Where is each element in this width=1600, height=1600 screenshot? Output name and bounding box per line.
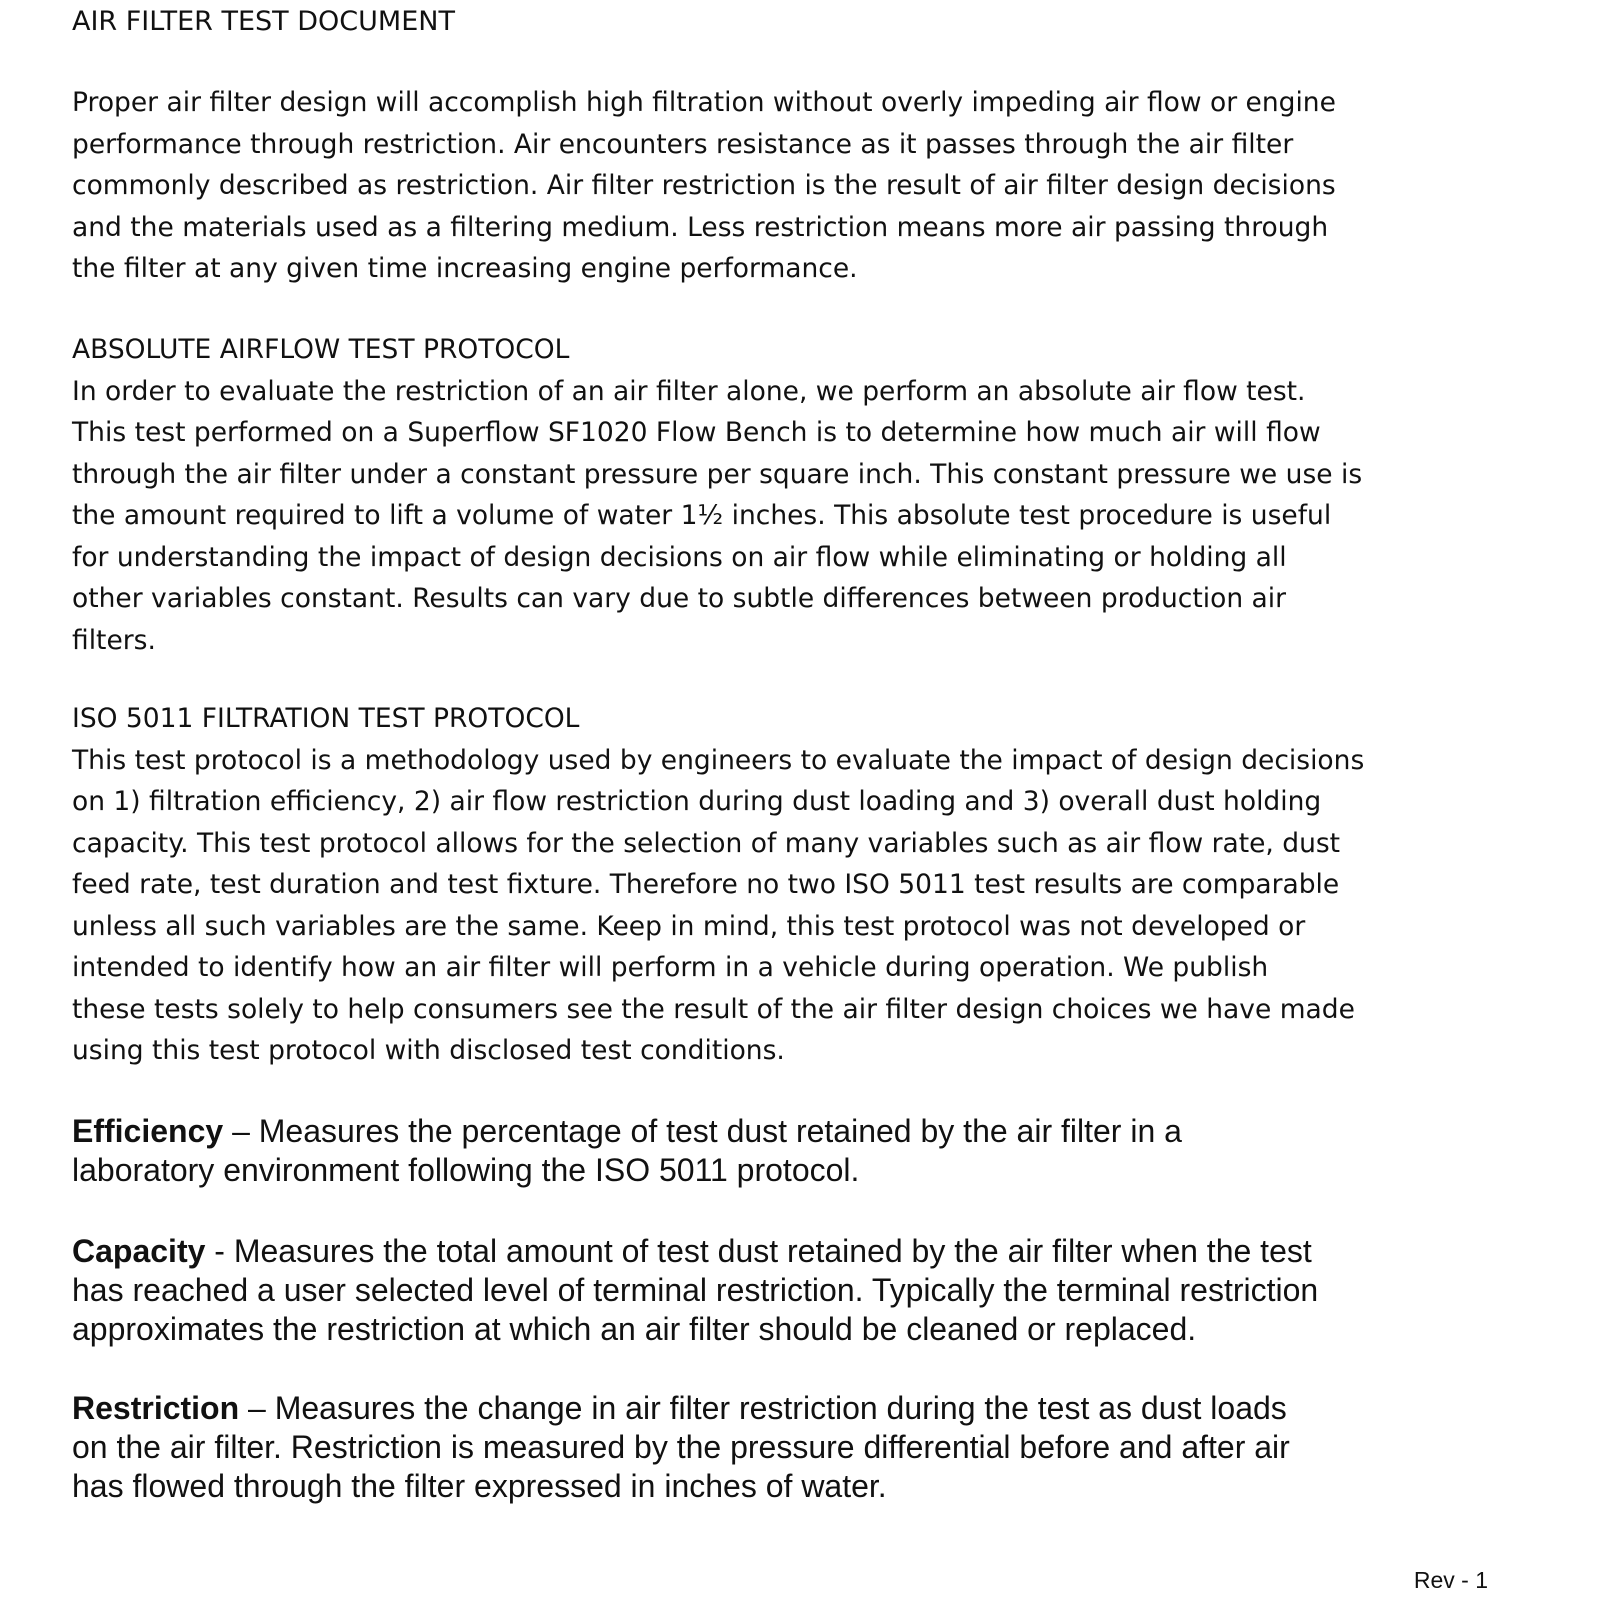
iso-5011-line: feed rate, test duration and test fixture. Therefore no two ISO 5011 test results are comparable bbox=[72, 869, 1340, 900]
capacity-text: approximates the restriction at which an air filter should be cleaned or replaced. bbox=[72, 1311, 1197, 1347]
iso-5011-line: This test protocol is a methodology used by engineers to evaluate the impact of design decisions bbox=[72, 744, 1365, 776]
intro-paragraph bbox=[72, 82, 1512, 290]
iso-5011-line: capacity. This test protocol allows for the selection of many variables such as air flow rate, dust bbox=[72, 827, 1341, 859]
absolute-airflow-heading: ABSOLUTE AIRFLOW TEST PROTOCOL bbox=[72, 334, 570, 365]
absolute-airflow-line: filters. bbox=[72, 624, 156, 656]
intro-line: performance through restriction. Air encounters resistance as it passes through the air filter bbox=[72, 128, 1294, 160]
capacity-text: has reached a user selected level of terminal restriction. Typically the terminal restriction bbox=[72, 1272, 1319, 1308]
absolute-airflow-line: In order to evaluate the restriction of an air filter alone, we perform an absolute air flow test. bbox=[72, 375, 1306, 407]
iso-5011-line: these tests solely to help consumers see the result of the air filter design choices we have made bbox=[72, 993, 1355, 1025]
iso-5011-section bbox=[72, 698, 1512, 1072]
iso-5011-heading: ISO 5011 FILTRATION TEST PROTOCOL bbox=[72, 703, 580, 734]
intro-line: Proper air filter design will accomplish high filtration without overly impeding air flow or engine bbox=[72, 87, 1336, 118]
restriction-text: – Measures the change in air filter restriction during the test as dust loads bbox=[239, 1390, 1287, 1426]
iso-5011-line: unless all such variables are the same. Keep in mind, this test protocol was not developed or bbox=[72, 910, 1306, 942]
intro-line: the filter at any given time increasing engine performance. bbox=[72, 253, 858, 284]
efficiency-text: laboratory environment following the ISO 5011 protocol. bbox=[72, 1152, 860, 1188]
intro-line: and the materials used as a filtering medium. Less restriction means more air passing through bbox=[72, 211, 1329, 243]
capacity-definition bbox=[72, 1232, 1512, 1349]
efficiency-text: – Measures the percentage of test dust retained by the air filter in a bbox=[223, 1113, 1182, 1149]
restriction-term: Restriction bbox=[72, 1390, 240, 1426]
restriction-definition bbox=[72, 1389, 1512, 1506]
capacity-text: - Measures the total amount of test dust retained by the air filter when the test bbox=[205, 1233, 1312, 1269]
iso-5011-line: intended to identify how an air filter will perform in a vehicle during operation. We publish bbox=[72, 952, 1269, 983]
absolute-airflow-line: for understanding the impact of design decisions on air flow while eliminating or holding all bbox=[72, 541, 1287, 573]
absolute-airflow-line: the amount required to lift a volume of water 1½ inches. This absolute test procedure is useful bbox=[72, 500, 1332, 531]
absolute-airflow-line: through the air filter under a constant pressure per square inch. This constant pressure we use is bbox=[72, 458, 1363, 490]
document-title: AIR FILTER TEST DOCUMENT bbox=[72, 6, 455, 37]
restriction-text: has flowed through the filter expressed in inches of water. bbox=[72, 1468, 887, 1504]
iso-5011-line: on 1) filtration efficiency, 2) air flow restriction during dust loading and 3) overall dust holding bbox=[72, 786, 1322, 817]
restriction-text: on the air filter. Restriction is measured by the pressure differential before and after air bbox=[72, 1429, 1290, 1465]
absolute-airflow-section bbox=[72, 329, 1512, 661]
absolute-airflow-line: other variables constant. Results can vary due to subtle differences between production air bbox=[72, 583, 1287, 614]
iso-5011-line: using this test protocol with disclosed test conditions. bbox=[72, 1035, 785, 1066]
absolute-airflow-line: This test performed on a Superflow SF1020 Flow Bench is to determine how much air will flow bbox=[72, 417, 1321, 448]
intro-line: commonly described as restriction. Air filter restriction is the result of air filter design decisions bbox=[72, 170, 1336, 201]
efficiency-term: Efficiency bbox=[72, 1113, 224, 1149]
revision-label: Rev - 1 bbox=[1413, 1567, 1488, 1593]
efficiency-definition bbox=[72, 1112, 1512, 1190]
capacity-term: Capacity bbox=[72, 1233, 206, 1269]
